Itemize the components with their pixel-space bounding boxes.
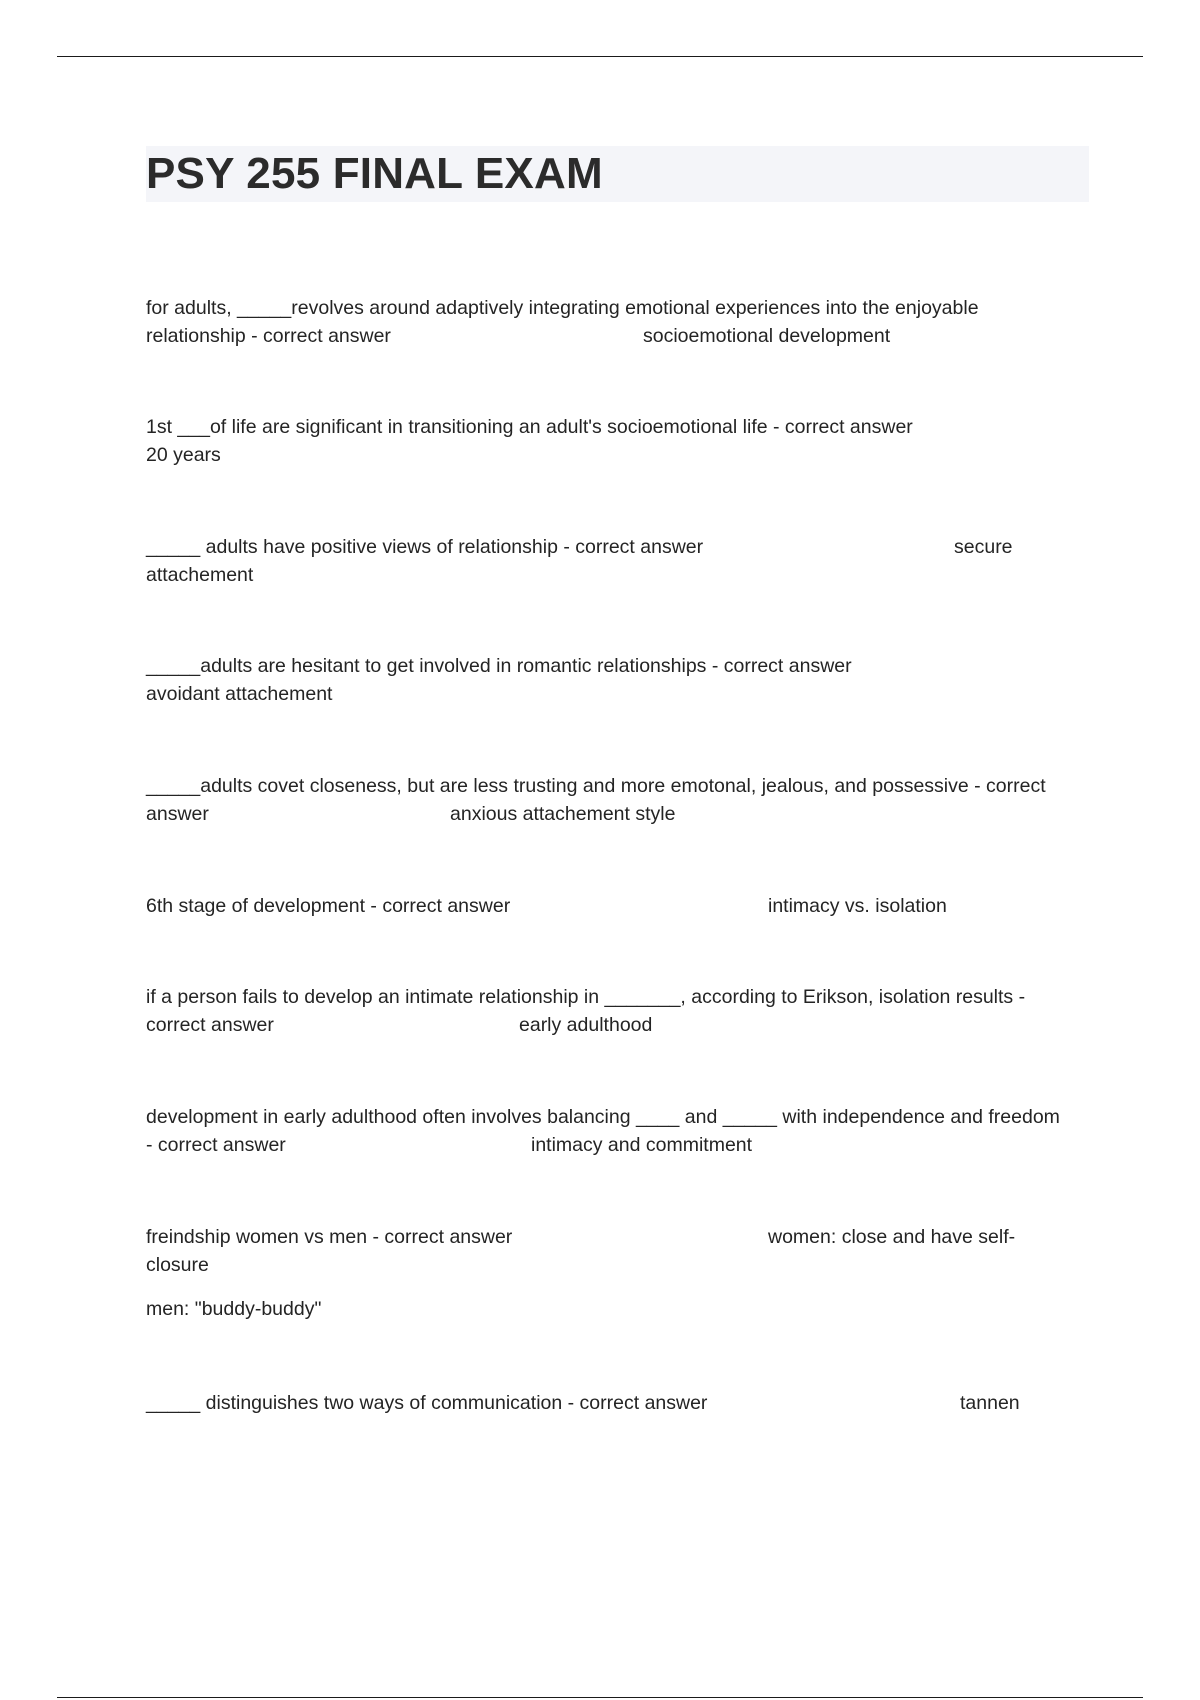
question-text: _____ distinguishes two ways of communication - correct answer xyxy=(146,1392,708,1414)
footer-rule xyxy=(57,1697,1143,1698)
qa-item xyxy=(146,1389,1086,1417)
question-text: answer xyxy=(146,803,209,825)
page-title: PSY 255 FINAL EXAM xyxy=(146,149,603,198)
answer-text: 20 years xyxy=(146,444,221,466)
answer-text: early adulthood xyxy=(519,1014,653,1036)
question-text: 1st ___of life are significant in transitioning an adult's socioemotional life - correct answer xyxy=(146,416,913,438)
question-text: _____adults are hesitant to get involved in romantic relationships - correct answer xyxy=(146,655,852,677)
qa-item xyxy=(146,533,1086,589)
qa-item xyxy=(146,652,1086,708)
answer-text: tannen xyxy=(960,1392,1020,1414)
question-text: freindship women vs men - correct answer xyxy=(146,1226,513,1248)
header-rule xyxy=(57,56,1143,57)
qa-item xyxy=(146,772,1086,828)
answer-text: anxious attachement style xyxy=(450,803,676,825)
question-text: development in early adulthood often involves balancing ____ and _____ with independence and freedom xyxy=(146,1106,1060,1128)
qa-item xyxy=(146,1103,1086,1159)
answer-text: attachement xyxy=(146,564,254,586)
answer-text: avoidant attachement xyxy=(146,683,333,705)
question-text: for adults, _____revolves around adaptively integrating emotional experiences into the enjoyable xyxy=(146,297,979,319)
question-text: 6th stage of development - correct answer xyxy=(146,895,511,917)
question-text: relationship - correct answer xyxy=(146,325,391,347)
qa-item xyxy=(146,892,1086,920)
answer-text: men: "buddy-buddy" xyxy=(146,1298,322,1320)
qa-item xyxy=(146,294,1086,350)
question-text: correct answer xyxy=(146,1014,274,1036)
question-text: _____ adults have positive views of relationship - correct answer xyxy=(146,536,704,558)
answer-text: socioemotional development xyxy=(643,325,891,347)
answer-text: women: close and have self- xyxy=(768,1226,1016,1248)
question-text: _____adults covet closeness, but are less trusting and more emotonal, jealous, and possessive - correct xyxy=(146,775,1046,797)
question-text: - correct answer xyxy=(146,1134,286,1156)
answer-text: secure xyxy=(954,536,1013,558)
answer-text: closure xyxy=(146,1254,209,1276)
answer-text: intimacy and commitment xyxy=(531,1134,753,1156)
qa-item xyxy=(146,1223,1086,1323)
question-text: if a person fails to develop an intimate relationship in _______, according to Erikson, isolation results - xyxy=(146,986,1026,1008)
qa-item xyxy=(146,413,1086,469)
qa-item xyxy=(146,983,1086,1039)
answer-text: intimacy vs. isolation xyxy=(768,895,947,917)
